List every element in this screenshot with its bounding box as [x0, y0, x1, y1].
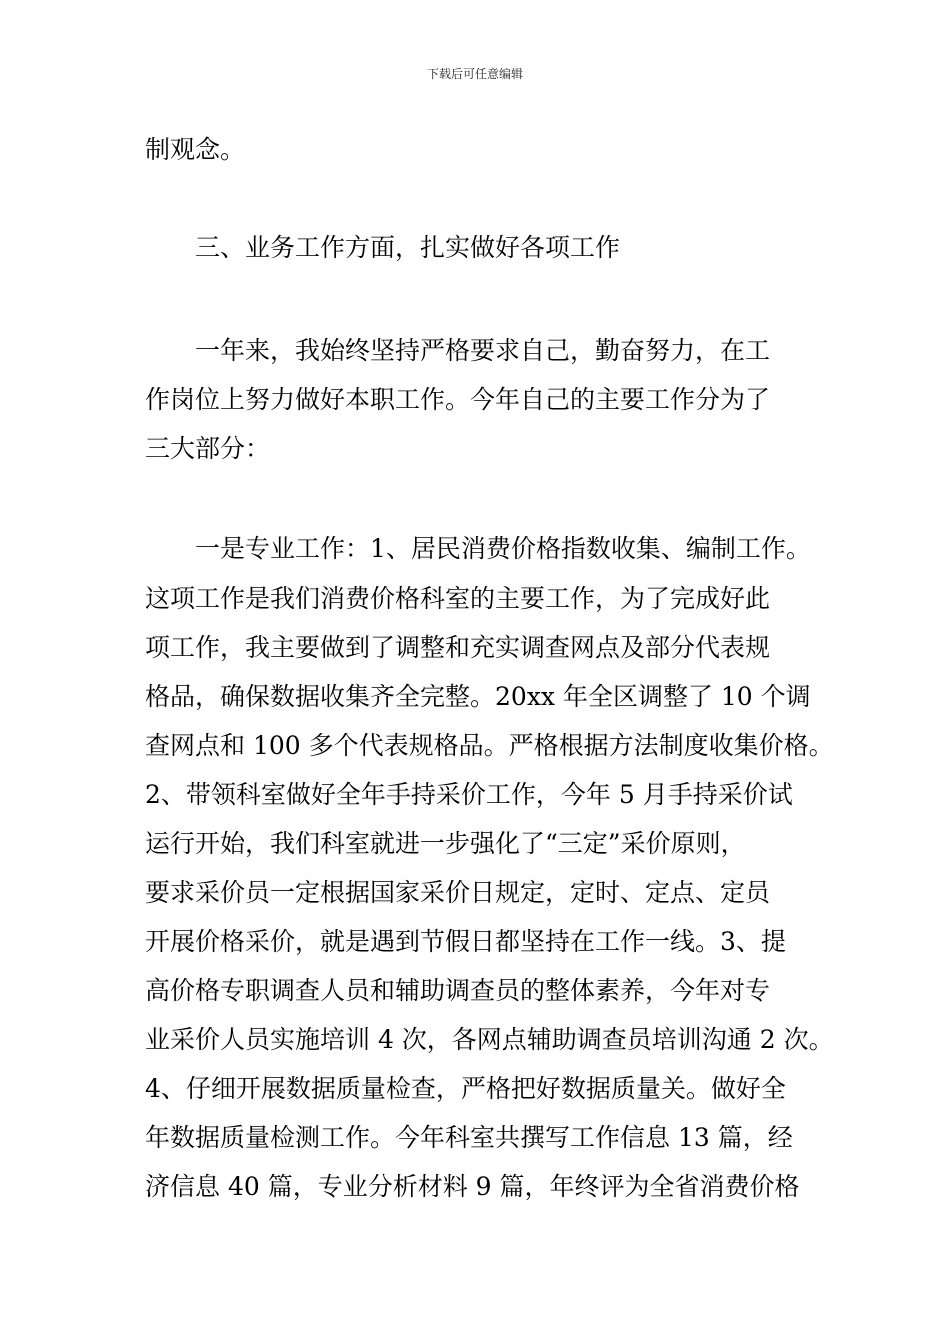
paragraph-line: 济信息 40 篇，专业分析材料 9 篇，年终评为全省消费价格 [145, 1172, 800, 1201]
paragraph-line: 格品，确保数据收集齐全完整。20xx 年全区调整了 10 个调 [145, 682, 811, 711]
paragraph-line: 运行开始，我们科室就进一步强化了“三定”采价原则， [145, 829, 746, 858]
paragraph-line: 制观念。 [145, 135, 246, 164]
paragraph-line: 2、带领科室做好全年手持采价工作，今年 5 月手持采价试 [145, 780, 793, 809]
paragraph-line: 查网点和 100 多个代表规格品。严格根据方法制度收集价格。 [145, 731, 834, 760]
paragraph-line: 作岗位上努力做好本职工作。今年自己的主要工作分为了 [145, 385, 771, 414]
paragraph-line: 三大部分： [145, 434, 271, 463]
paragraph-line: 项工作，我主要做到了调整和充实调查网点及部分代表规 [145, 633, 771, 662]
paragraph-line: 一年来，我始终坚持严格要求自己，勤奋努力，在工 [195, 336, 771, 365]
page-header: 下载后可任意编辑 [426, 67, 523, 81]
paragraph-line: 开展价格采价，就是遇到节假日都坚持在工作一线。3、提 [145, 927, 786, 956]
paragraph-line: 高价格专职调查人员和辅助调查员的整体素养，今年对专 [145, 976, 771, 1005]
paragraph-line: 业采价人员实施培训 4 次，各网点辅助调查员培训沟通 2 次。 [145, 1025, 834, 1054]
paragraph-line: 这项工作是我们消费价格科室的主要工作，为了完成好此 [145, 584, 771, 613]
paragraph-line: 一是专业工作：1、居民消费价格指数收集、编制工作。 [195, 534, 811, 563]
paragraph-line: 4、仔细开展数据质量检查，严格把好数据质量关。做好全 [145, 1074, 786, 1103]
section-heading: 三、业务工作方面，扎实做好各项工作 [195, 233, 621, 262]
paragraph-line: 年数据质量检测工作。今年科室共撰写工作信息 13 篇，经 [145, 1123, 793, 1152]
paragraph-line: 要求采价员一定根据国家采价日规定，定时、定点、定员 [145, 878, 771, 907]
